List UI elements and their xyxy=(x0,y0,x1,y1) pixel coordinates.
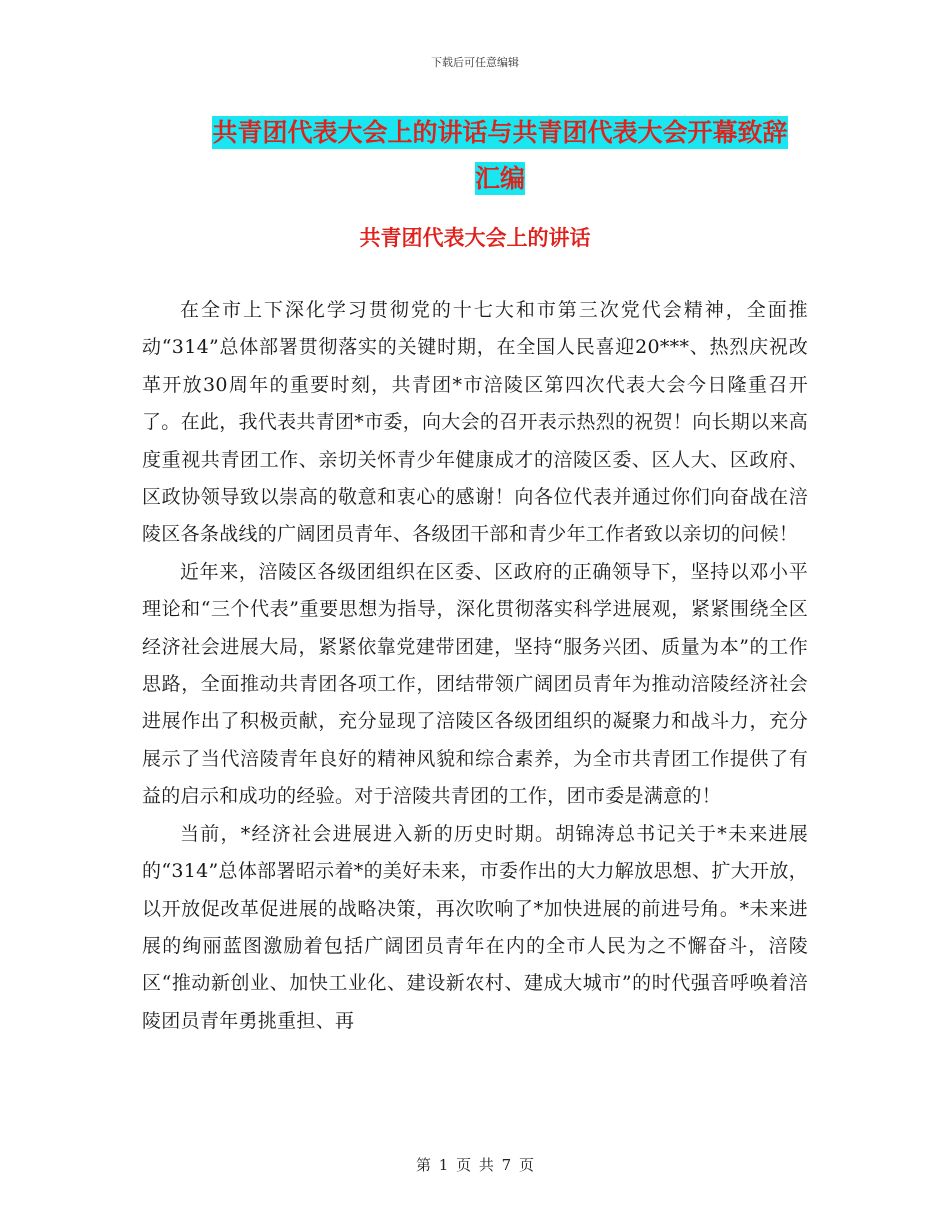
document-title-line-1: 共青团代表大会上的讲话与共青团代表大会开幕致辞 xyxy=(212,118,788,147)
paragraph-2: 近年来，涪陵区各级团组织在区委、区政府的正确领导下，坚持以邓小平理论和“三个代表”重要思想为指导，深化贯彻落实科学进展观，紧紧围绕全区经济社会进展大局，紧紧依靠党建带团建，坚持“服务兴团、质量为本”的工作思路，全面推动共青团各项工作，团结带领广阔团员青年为推动涪陵经济社会进展作出了积极贡献，充分显现了涪陵区各级团组织的凝聚力和战斗力，充分展示了当代涪陵青年良好的精神风貌和综合素养，为全市共青团工作提供了有益的启示和成功的经验。对于涪陵共青团的工作，团市委是满意的！ xyxy=(142,560,808,808)
paragraph-1: 在全市上下深化学习贯彻党的十七大和市第三次党代会精神，全面推动“314”总体部署贯彻落实的关键时期，在全国人民喜迎20***、热烈庆祝改革开放30周年的重要时刻，共青团*市涪陵区第四次代表大会今日隆重召开了。在此，我代表共青团*市委，向大会的召开表示热烈的祝贺！向长期以来高度重视共青团工作、亲切关怀青少年健康成才的涪陵区委、区人大、区政府、区政协领导致以崇高的敬意和衷心的感谢！向各位代表并通过你们向奋战在涪陵区各条战线的广阔团员青年、各级团干部和青少年工作者致以亲切的问候！ xyxy=(142,299,809,546)
header-note: 下载后可任意编辑 xyxy=(431,56,519,69)
section-title: 共青团代表大会上的讲话 xyxy=(359,225,591,250)
paragraph-3: 当前，*经济社会进展进入新的历史时期。胡锦涛总书记关于*未来进展的“314”总体部署昭示着*的美好未来，市委作出的大力解放思想、扩大开放，以开放促改革促进展的战略决策，再次吹响了*加快进展的前进号角。*未来进展的绚丽蓝图激励着包括广阔团员青年在内的全市人民为之不懈奋斗，涪陵区“推动新创业、加快工业化、建设新农村、建成大城市”的时代强音呼唤着涪陵团员青年勇挑重担、再 xyxy=(142,822,808,1032)
document-title xyxy=(140,110,860,202)
body-text xyxy=(142,292,808,1040)
page-footer: 第 1 页 共 7 页 xyxy=(416,1156,534,1174)
document-title-line-2: 汇编 xyxy=(474,164,525,193)
